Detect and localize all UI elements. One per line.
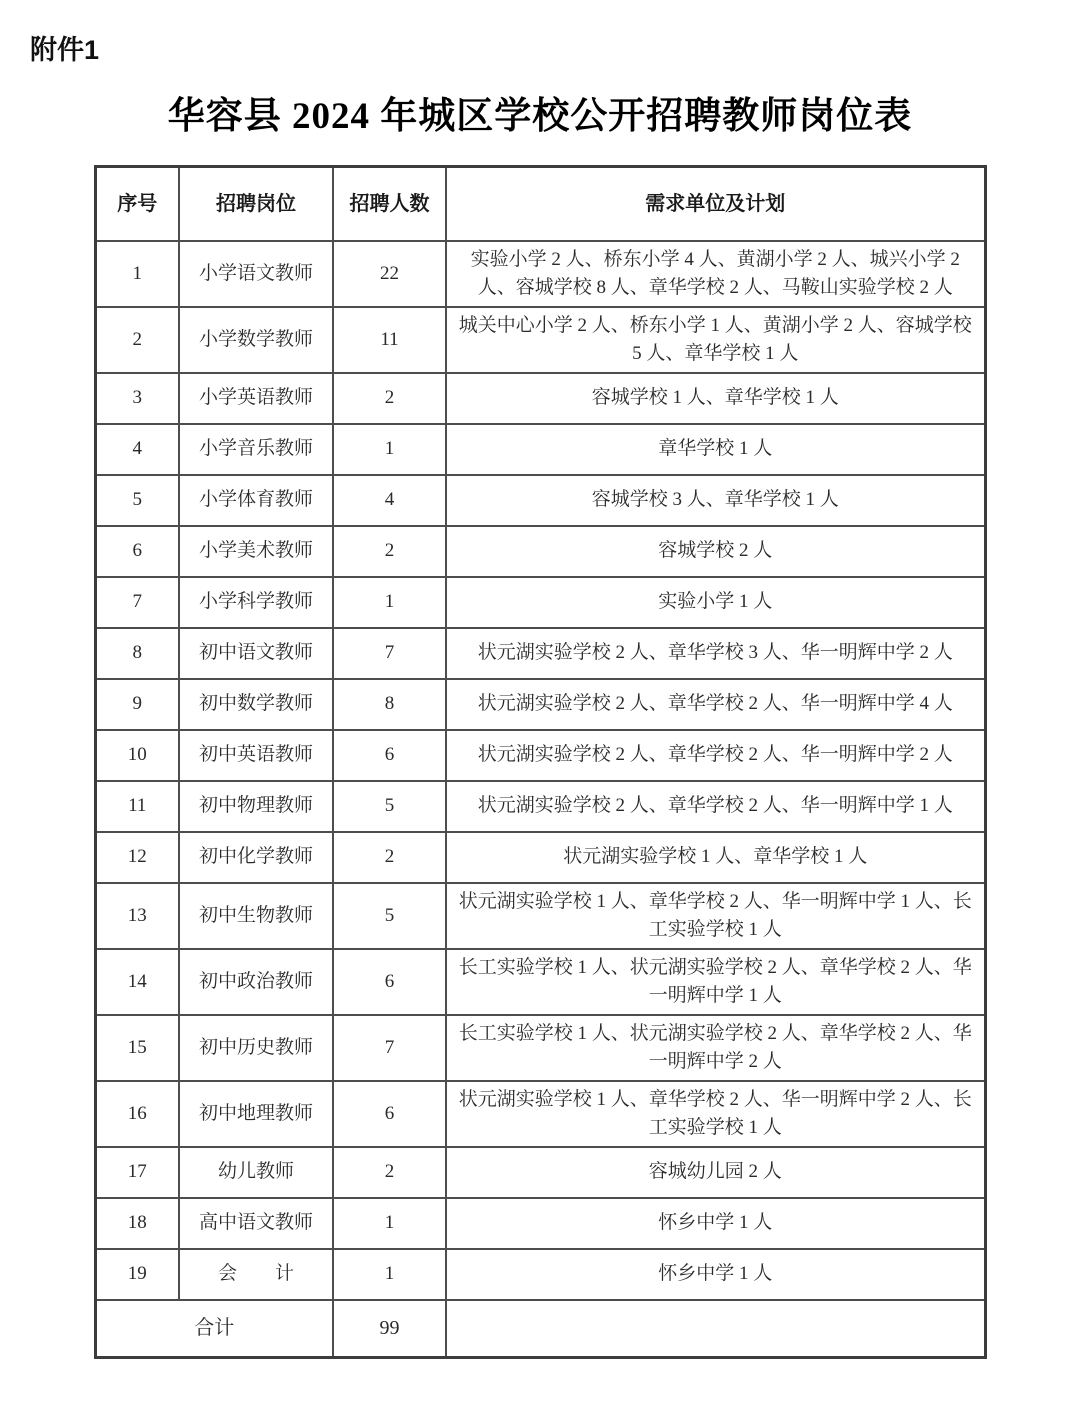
plan-cell: 状元湖实验学校 2 人、章华学校 2 人、华一明辉中学 1 人 [446, 781, 985, 832]
plan-cell: 城关中心小学 2 人、桥东小学 1 人、黄湖小学 2 人、容城学校 5 人、章华学校 1 人 [446, 307, 985, 373]
plan-cell: 容城学校 1 人、章华学校 1 人 [446, 373, 985, 424]
total-count-cell: 99 [333, 1300, 446, 1358]
headcount-cell: 6 [333, 730, 446, 781]
header-position: 招聘岗位 [179, 167, 333, 241]
position-cell: 会 计 [179, 1249, 333, 1300]
serial-number-cell: 8 [95, 628, 179, 679]
table-row [95, 1198, 985, 1249]
table-row [95, 832, 985, 883]
position-cell: 初中生物教师 [179, 883, 333, 949]
total-row [95, 1300, 985, 1358]
recruitment-table [94, 165, 987, 1359]
table-row [95, 241, 985, 307]
plan-cell: 状元湖实验学校 2 人、章华学校 2 人、华一明辉中学 4 人 [446, 679, 985, 730]
headcount-cell: 2 [333, 526, 446, 577]
serial-number-cell: 10 [95, 730, 179, 781]
plan-cell: 容城学校 3 人、章华学校 1 人 [446, 475, 985, 526]
headcount-cell: 1 [333, 424, 446, 475]
position-cell: 初中英语教师 [179, 730, 333, 781]
plan-cell: 状元湖实验学校 2 人、章华学校 3 人、华一明辉中学 2 人 [446, 628, 985, 679]
serial-number-cell: 6 [95, 526, 179, 577]
serial-number-cell: 7 [95, 577, 179, 628]
serial-number-cell: 1 [95, 241, 179, 307]
table-row [95, 730, 985, 781]
plan-cell: 状元湖实验学校 1 人、章华学校 2 人、华一明辉中学 2 人、长工实验学校 1 人 [446, 1081, 985, 1147]
serial-number-cell: 13 [95, 883, 179, 949]
table-row [95, 781, 985, 832]
plan-cell: 实验小学 2 人、桥东小学 4 人、黄湖小学 2 人、城兴小学 2 人、容城学校 8 人、章华学校 2 人、马鞍山实验学校 2 人 [446, 241, 985, 307]
serial-number-cell: 4 [95, 424, 179, 475]
plan-cell: 章华学校 1 人 [446, 424, 985, 475]
table-row [95, 1015, 985, 1081]
table-row [95, 307, 985, 373]
headcount-cell: 2 [333, 1147, 446, 1198]
serial-number-cell: 5 [95, 475, 179, 526]
plan-cell: 状元湖实验学校 2 人、章华学校 2 人、华一明辉中学 2 人 [446, 730, 985, 781]
serial-number-cell: 9 [95, 679, 179, 730]
serial-number-cell: 17 [95, 1147, 179, 1198]
plan-cell: 怀乡中学 1 人 [446, 1198, 985, 1249]
serial-number-cell: 14 [95, 949, 179, 1015]
serial-number-cell: 16 [95, 1081, 179, 1147]
headcount-cell: 1 [333, 1249, 446, 1300]
headcount-cell: 22 [333, 241, 446, 307]
position-cell: 初中语文教师 [179, 628, 333, 679]
plan-cell: 长工实验学校 1 人、状元湖实验学校 2 人、章华学校 2 人、华一明辉中学 1 人 [446, 949, 985, 1015]
plan-cell: 长工实验学校 1 人、状元湖实验学校 2 人、章华学校 2 人、华一明辉中学 2 人 [446, 1015, 985, 1081]
table-row [95, 1147, 985, 1198]
serial-number-cell: 12 [95, 832, 179, 883]
headcount-cell: 6 [333, 949, 446, 1015]
table-row [95, 1081, 985, 1147]
table-row [95, 373, 985, 424]
serial-number-cell: 19 [95, 1249, 179, 1300]
headcount-cell: 1 [333, 577, 446, 628]
position-cell: 小学音乐教师 [179, 424, 333, 475]
table-row [95, 526, 985, 577]
position-cell: 小学数学教师 [179, 307, 333, 373]
position-cell: 初中化学教师 [179, 832, 333, 883]
headcount-cell: 7 [333, 1015, 446, 1081]
plan-cell: 怀乡中学 1 人 [446, 1249, 985, 1300]
position-cell: 初中地理教师 [179, 1081, 333, 1147]
serial-number-cell: 3 [95, 373, 179, 424]
position-cell: 初中数学教师 [179, 679, 333, 730]
plan-cell: 容城学校 2 人 [446, 526, 985, 577]
position-cell: 小学英语教师 [179, 373, 333, 424]
headcount-cell: 7 [333, 628, 446, 679]
position-cell: 高中语文教师 [179, 1198, 333, 1249]
position-cell: 初中物理教师 [179, 781, 333, 832]
headcount-cell: 2 [333, 373, 446, 424]
headcount-cell: 5 [333, 781, 446, 832]
serial-number-cell: 11 [95, 781, 179, 832]
position-cell: 初中政治教师 [179, 949, 333, 1015]
header-serial-number: 序号 [95, 167, 179, 241]
headcount-cell: 11 [333, 307, 446, 373]
plan-cell: 状元湖实验学校 1 人、章华学校 1 人 [446, 832, 985, 883]
page-title: 华容县 2024 年城区学校公开招聘教师岗位表 [167, 96, 913, 137]
position-cell: 小学美术教师 [179, 526, 333, 577]
total-plan-cell [446, 1300, 985, 1358]
position-cell: 幼儿教师 [179, 1147, 333, 1198]
table-header-row [95, 167, 985, 241]
table-row [95, 577, 985, 628]
table-row [95, 883, 985, 949]
headcount-cell: 5 [333, 883, 446, 949]
plan-cell: 状元湖实验学校 1 人、章华学校 2 人、华一明辉中学 1 人、长工实验学校 1 人 [446, 883, 985, 949]
serial-number-cell: 2 [95, 307, 179, 373]
plan-cell: 容城幼儿园 2 人 [446, 1147, 985, 1198]
serial-number-cell: 18 [95, 1198, 179, 1249]
table-row [95, 949, 985, 1015]
headcount-cell: 8 [333, 679, 446, 730]
total-label-cell: 合计 [95, 1300, 333, 1358]
headcount-cell: 4 [333, 475, 446, 526]
table-row [95, 1249, 985, 1300]
table-row [95, 628, 985, 679]
table-body [95, 241, 985, 1300]
headcount-cell: 2 [333, 832, 446, 883]
position-cell: 小学语文教师 [179, 241, 333, 307]
plan-cell: 实验小学 1 人 [446, 577, 985, 628]
header-headcount: 招聘人数 [333, 167, 446, 241]
table-row [95, 475, 985, 526]
position-cell: 小学科学教师 [179, 577, 333, 628]
table-row [95, 679, 985, 730]
position-cell: 初中历史教师 [179, 1015, 333, 1081]
header-demand-plan: 需求单位及计划 [446, 167, 985, 241]
table-row [95, 424, 985, 475]
attachment-label: 附件1 [30, 35, 100, 65]
position-cell: 小学体育教师 [179, 475, 333, 526]
headcount-cell: 6 [333, 1081, 446, 1147]
serial-number-cell: 15 [95, 1015, 179, 1081]
headcount-cell: 1 [333, 1198, 446, 1249]
